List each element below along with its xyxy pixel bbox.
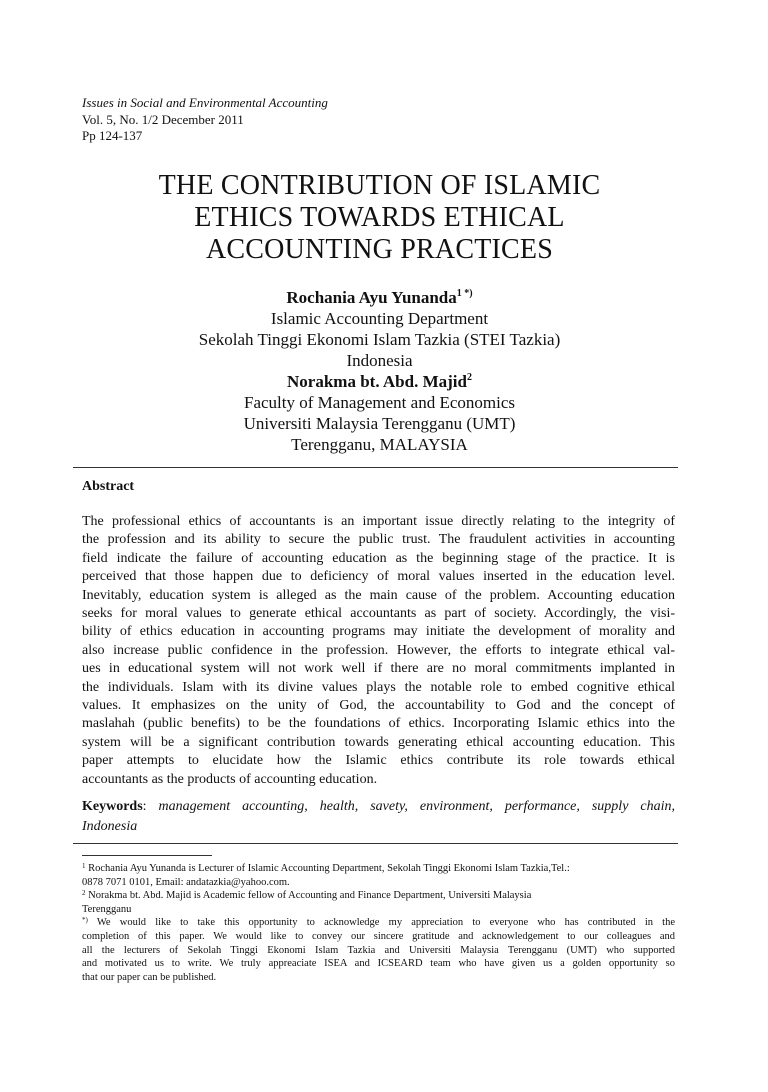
title-line: THE CONTRIBUTION OF ISLAMIC — [158, 170, 601, 201]
author-1-mark: 1 *) — [456, 288, 473, 299]
author-1-department: Islamic Accounting Department — [270, 309, 489, 328]
keywords-values: management accounting, health, savety, environment, performance, supply chain, — [158, 799, 675, 814]
footnotes — [82, 862, 675, 984]
footnote-3-mark: *) — [82, 916, 88, 925]
abstract-line: system will be a significant contribution towards generating ethical accounting education. This — [82, 734, 675, 750]
journal-volume: Vol. 5, No. 1/2 December 2011 — [82, 111, 244, 127]
abstract-line: values. It emphasizes on the unity of God, the accountability to God and the concept of — [82, 698, 675, 714]
abstract-line: bility of ethics education in accounting programs may initiate the development of morality and — [82, 624, 675, 640]
abstract-line: the individuals. Islam with its divine values plays the notable role to embed cognitive ethical — [82, 679, 675, 695]
author-2-name: Norakma bt. Abd. Majid — [287, 372, 467, 391]
journal-header — [82, 95, 328, 145]
divider-bottom — [73, 843, 678, 844]
abstract-heading: Abstract — [82, 479, 135, 494]
footnote-rule — [82, 855, 212, 856]
author-2 — [82, 371, 677, 392]
footnote-1-text: Rochania Ayu Yunanda is Lecturer of Islamic Accounting Department, Sekolah Tinggi Ekonomi Islam Tazkia,Tel.: — [85, 863, 570, 874]
journal-pages: Pp 124-137 — [82, 128, 143, 143]
abstract-line: the profession and its ability to secure the public trust. The fraudulent activities in accounting — [82, 532, 675, 548]
author-1-name: Rochania Ayu Yunanda — [286, 288, 457, 307]
footnote-3-line: completion of this paper. We would like to convey our sincere gratitude and acknowledgement to our colleagues and — [82, 930, 675, 942]
paper-title — [82, 170, 677, 266]
author-2-country: Terengganu, MALAYSIA — [291, 435, 468, 454]
abstract-line: ues in educational system will not work well if there are no moral commitments implanted in — [82, 661, 675, 677]
footnote-3 — [82, 916, 675, 930]
abstract-line: perceived that those happen due to deficiency of moral values inserted in the education level. — [82, 569, 675, 585]
footnote-3-line: that our paper can be published. — [82, 971, 217, 983]
keywords-line: Keywords: management accounting, health, savety, environment, performance, supply chain, — [82, 799, 675, 814]
author-2-department: Faculty of Management and Economics — [244, 393, 515, 412]
author-1-country: Indonesia — [346, 351, 413, 370]
footnote-2 — [82, 889, 675, 903]
keywords-label: Keywords — [82, 799, 143, 814]
author-block — [82, 287, 677, 455]
footnote-2-mark: 2 — [82, 889, 86, 898]
footnote-3-line: all the lecturers of Sekolah Tinggi Ekonomi Islam Tazkia and Universiti Malaysia Terengganu (UMT) who supported — [82, 944, 675, 956]
divider-top — [73, 467, 678, 468]
abstract-line: The professional ethics of accountants is an important issue directly relating to the integrity of — [82, 514, 675, 529]
author-1-institution: Sekolah Tinggi Ekonomi Islam Tazkia (STEI Tazkia) — [198, 330, 561, 349]
journal-name: Issues in Social and Environmental Accounting — [82, 95, 328, 110]
keywords — [82, 797, 675, 837]
footnote-2-cont: Terengganu — [82, 903, 132, 915]
keywords-line-2: Indonesia — [82, 819, 138, 834]
abstract-line: maslahah (public benefits) to be the foundations of ethics. Incorporating Islamic ethics into the — [82, 716, 675, 732]
abstract-line: Inevitably, education system is alleged as the main cause of the problem. Accounting education — [82, 587, 675, 603]
footnote-1-cont: 0878 7071 0101, Email: andatazkia@yahoo.com. — [82, 876, 290, 888]
footnote-3-text: We would like to take this opportunity to acknowledge my appreciation to everyone who has contributed in the — [87, 917, 675, 929]
footnote-1-mark: 1 — [82, 862, 86, 870]
title-line: ETHICS TOWARDS ETHICAL — [194, 202, 565, 233]
author-2-institution: Universiti Malaysia Terengganu (UMT) — [243, 414, 516, 433]
abstract-line: field indicate the failure of accounting education as the beginning stage of the practice. It is — [82, 550, 675, 566]
title-line: ACCOUNTING PRACTICES — [205, 234, 554, 265]
abstract-line: paper attempts to elucidate how the Islamic ethics contribute its role towards ethical — [82, 753, 675, 769]
footnote-1 — [82, 862, 675, 876]
abstract-line: also increase public confidence in the profession. However, the efforts to integrate ethical val- — [82, 642, 675, 658]
abstract-line: accountants as the products of accounting education. — [82, 771, 378, 787]
abstract-line: seeks for moral values to generate ethical accountants as part of society. Accordingly, the visi- — [82, 606, 675, 622]
author-2-mark: 2 — [466, 372, 472, 383]
footnote-3-line: and motivated us to write. We truly appreaciate ISEA and ICSEARD team who have given us a golden opportunity so — [82, 958, 675, 970]
author-1 — [82, 287, 677, 308]
footnote-2-text: Norakma bt. Abd. Majid is Academic fellow of Accounting and Finance Department, Universiti Malaysia — [85, 890, 532, 902]
abstract-body — [82, 513, 675, 789]
